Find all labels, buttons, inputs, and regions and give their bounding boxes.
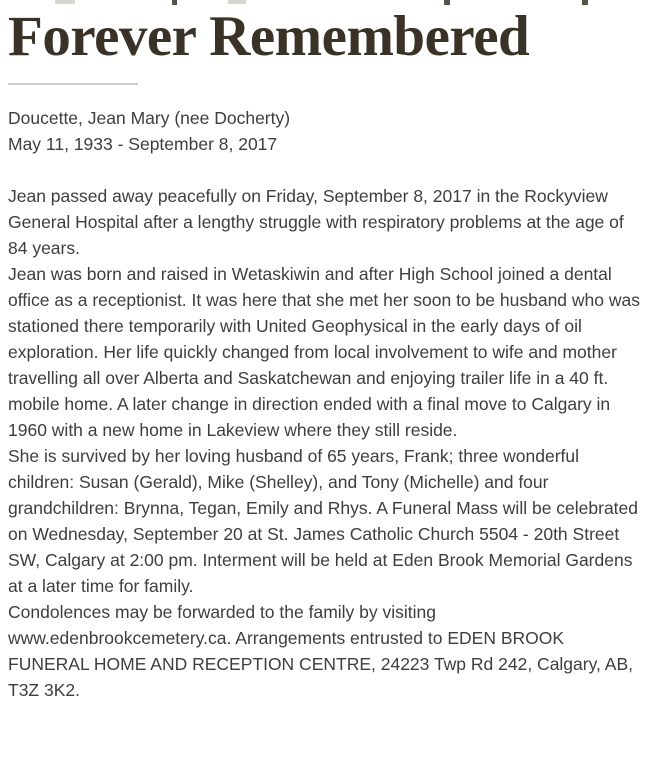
- deceased-dates: May 11, 1933 - September 8, 2017: [8, 134, 278, 154]
- clipped-text-remnant: [444, 0, 450, 5]
- clipped-text-remnant: [172, 0, 177, 5]
- obituary-text: [8, 183, 644, 703]
- title-divider: [8, 83, 138, 85]
- obituary-paragraph: Condolences may be forwarded to the family by visiting www.edenbrookcemetery.ca. Arrangements entrusted to EDEN BROOK FUNERAL HOME AND RECEPTION CENTRE, 24223 Twp Rd 242, Calgary, AB, T3Z 3K2.: [8, 602, 634, 700]
- obituary-paragraph: Jean passed away peacefully on Friday, September 8, 2017 in the Rockyview General Hospital after a lengthy struggle with respiratory problems at the age of 84 years.: [8, 186, 624, 258]
- obituary-paragraph: Jean was born and raised in Wetaskiwin and after High School joined a dental office as a receptionist. It was here that she met her soon to be husband who was stationed there temporarily with United Geophysical in the early days of oil exploration. Her life quickly changed from local involvement to wife and mother travelling all over Alberta and Saskatchewan and enjoying trailer life in a 40 ft. mobile home. A later change in direction ended with a final move to Calgary in 1960 with a new home in Lakeview where they still reside.: [8, 264, 640, 440]
- obituary-paragraph: She is survived by her loving husband of 65 years, Frank; three wonderful children: Susan (Gerald), Mike (Shelley), and Tony (Michelle) and four grandchildren: Brynna, Tegan, Emily and Rhys. A Funeral Mass will be celebrated on Wednesday, September 20 at St. James Catholic Church 5504 - 20th Street SW, Calgary at 2:00 pm. Interment will be held at Eden Brook Memorial Gardens at a later time for family.: [8, 446, 639, 596]
- page-title: Forever Remembered: [8, 5, 530, 68]
- clipped-text-remnant: [228, 0, 246, 4]
- deceased-header: [8, 105, 644, 157]
- clipped-text-remnant: [582, 0, 588, 5]
- clipped-text-remnant: [55, 0, 75, 4]
- deceased-name: Doucette, Jean Mary (nee Docherty): [8, 108, 291, 128]
